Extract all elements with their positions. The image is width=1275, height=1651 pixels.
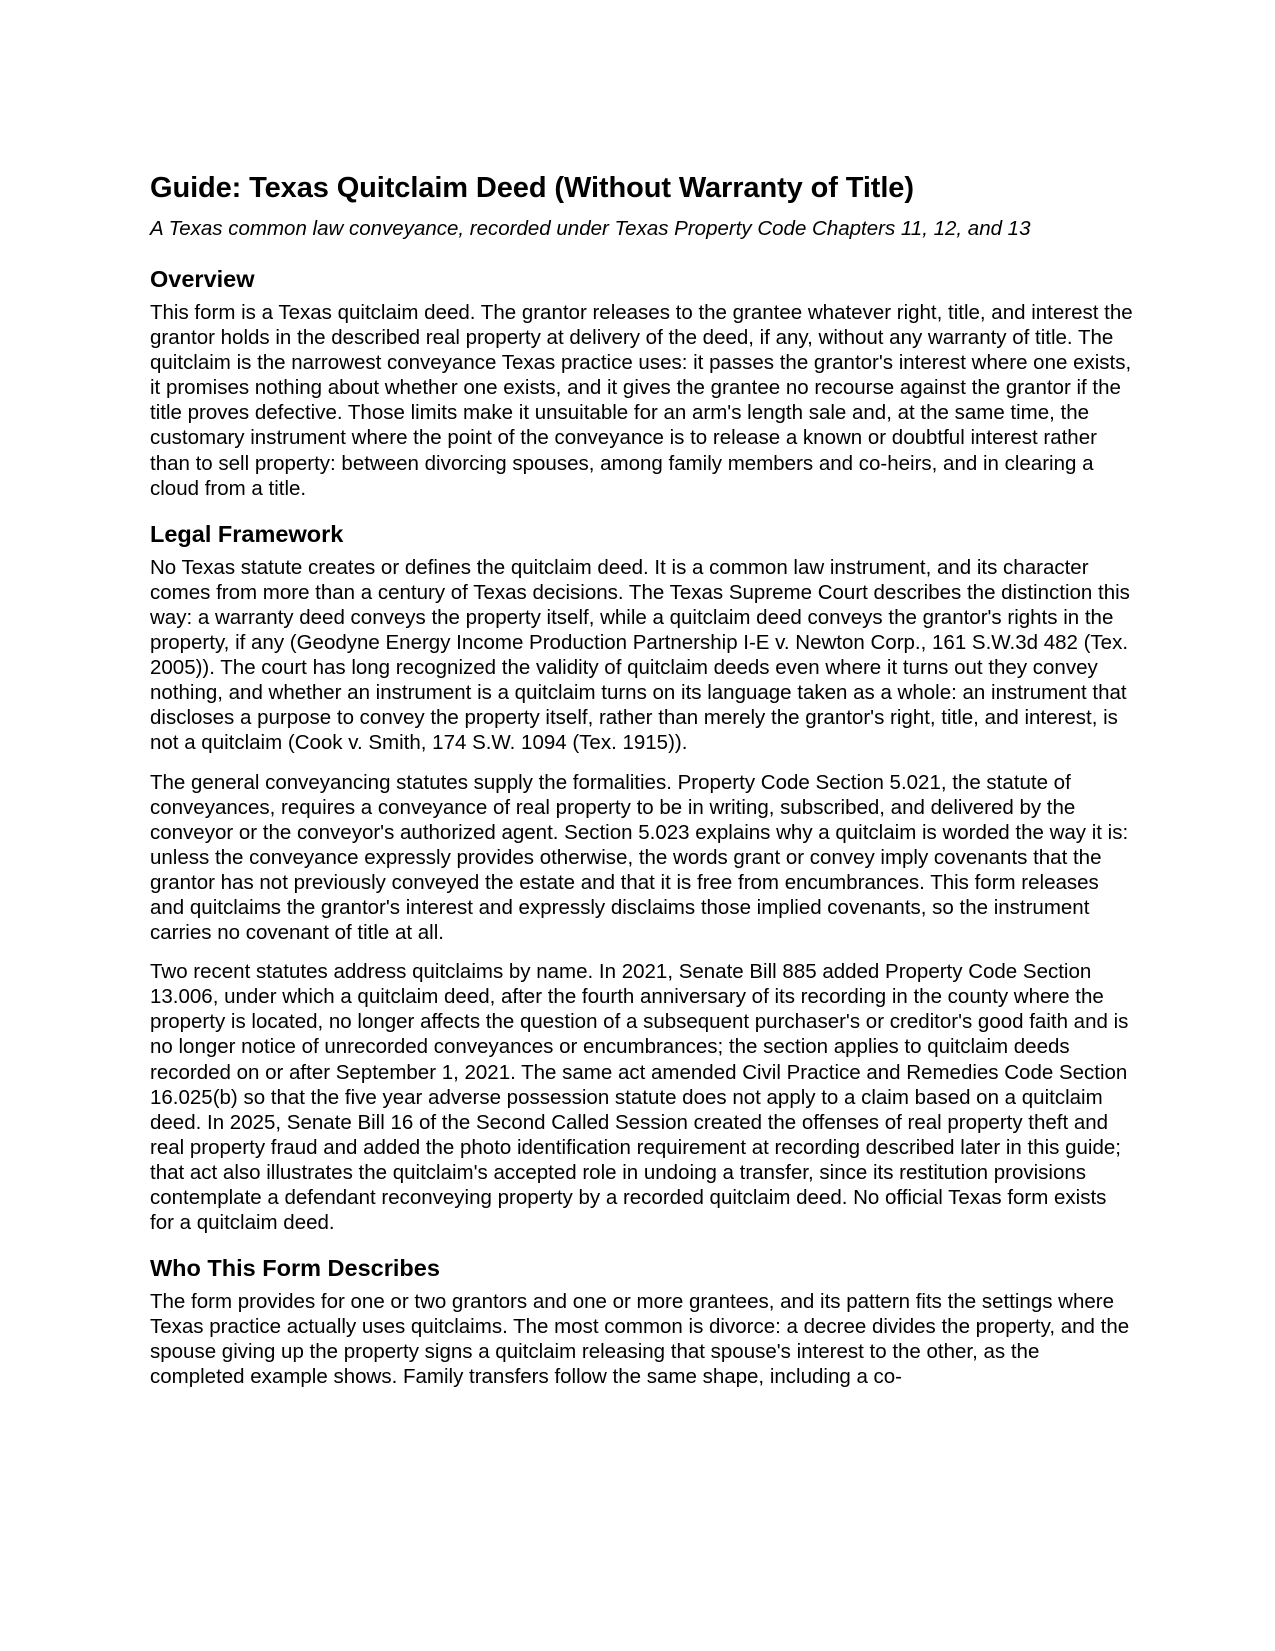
- section-overview: [150, 264, 1135, 501]
- legal-framework-paragraph-2: The general conveyancing statutes supply the formalities. Property Code Section 5.021, the statute of conveyances, requires a conveyance of real property to be in writing, subscribed, and delivered by the conveyor or the conveyor's authorized agent. Section 5.023 explains why a quitclaim is worded the way it is: unless the conveyance expressly provides otherwise, the words grant or convey imply covenants that the grantor has not previously conveyed the estate and that it is free from encumbrances. This form releases and quitclaims the grantor's interest and expressly disclaims those implied covenants, so the instrument carries no covenant of title at all.: [150, 770, 1129, 945]
- document-title: Guide: Texas Quitclaim Deed (Without Warranty of Title): [150, 172, 914, 204]
- section-legal-framework: [150, 519, 1135, 1235]
- legal-framework-paragraph-3: Two recent statutes address quitclaims by name. In 2021, Senate Bill 885 added Property Code Section 13.006, under which a quitclaim deed, after the fourth anniversary of its recording in the county where the property is located, no longer affects the question of a subsequent purchaser's or creditor's good faith and is no longer notice of unrecorded conveyances or encumbrances; the section applies to quitclaim deeds recorded on or after September 1, 2021. The same act amended Civil Practice and Remedies Code Section 16.025(b) so that the five year adverse possession statute does not apply to a claim based on a quitclaim deed. In 2025, Senate Bill 16 of the Second Called Session created the offenses of real property theft and real property fraud and added the photo identification requirement at recording described later in this guide; that act also illustrates the quitclaim's accepted role in undoing a transfer, since its restitution provisions contemplate a defendant reconveying property by a recorded quitclaim deed. No official Texas form exists for a quitclaim deed.: [150, 960, 1129, 1235]
- who-this-form-describes-paragraph-1: The form provides for one or two grantors and one or more grantees, and its pattern fits the settings where Texas practice actually uses quitclaims. The most common is divorce: a decree divides the property, and the spouse giving up the property signs a quitclaim releasing that spouse's interest to the other, as the completed example shows. Family transfers follow the same shape, including a co-: [150, 1290, 1130, 1389]
- overview-paragraph-1: This form is a Texas quitclaim deed. The grantor releases to the grantee whatever right, title, and interest the grantor holds in the described real property at delivery of the deed, if any, without any warranty of title. The quitclaim is the narrowest conveyance Texas practice uses: it passes the grantor's interest where one exists, it promises nothing about whether one exists, and it gives the grantee no recourse against the grantor if the title proves defective. Those limits make it unsuitable for an arm's length sale and, at the same time, the customary instrument where the point of the conveyance is to release a known or doubtful interest rather than to sell property: between divorcing spouses, among family members and co-heirs, and in clearing a cloud from a title.: [150, 301, 1133, 500]
- legal-framework-paragraph-1: No Texas statute creates or defines the quitclaim deed. It is a common law instrument, and its character comes from more than a century of Texas decisions. The Texas Supreme Court describes the distinction this way: a warranty deed conveys the property itself, while a quitclaim deed conveys the grantor's rights in the property, if any (Geodyne Energy Income Production Partnership I-E v. Newton Corp., 161 S.W.3d 482 (Tex. 2005)). The court has long recognized the validity of quitclaim deeds even where it turns out they convey nothing, and whether an instrument is a quitclaim turns on its language taken as a whole: an instrument that discloses a purpose to convey the property itself, rather than merely the grantor's right, title, and interest, is not a quitclaim (Cook v. Smith, 174 S.W. 1094 (Tex. 1915)).: [150, 555, 1130, 755]
- section-who-this-form-describes: [150, 1253, 1135, 1389]
- section-heading-who-this-form-describes: Who This Form Describes: [150, 1255, 440, 1282]
- document-subtitle: A Texas common law conveyance, recorded under Texas Property Code Chapters 11, 12, and 13: [150, 217, 1031, 240]
- document-page: [150, 170, 1135, 1390]
- section-heading-legal-framework: Legal Framework: [150, 520, 344, 547]
- section-heading-overview: Overview: [150, 266, 255, 292]
